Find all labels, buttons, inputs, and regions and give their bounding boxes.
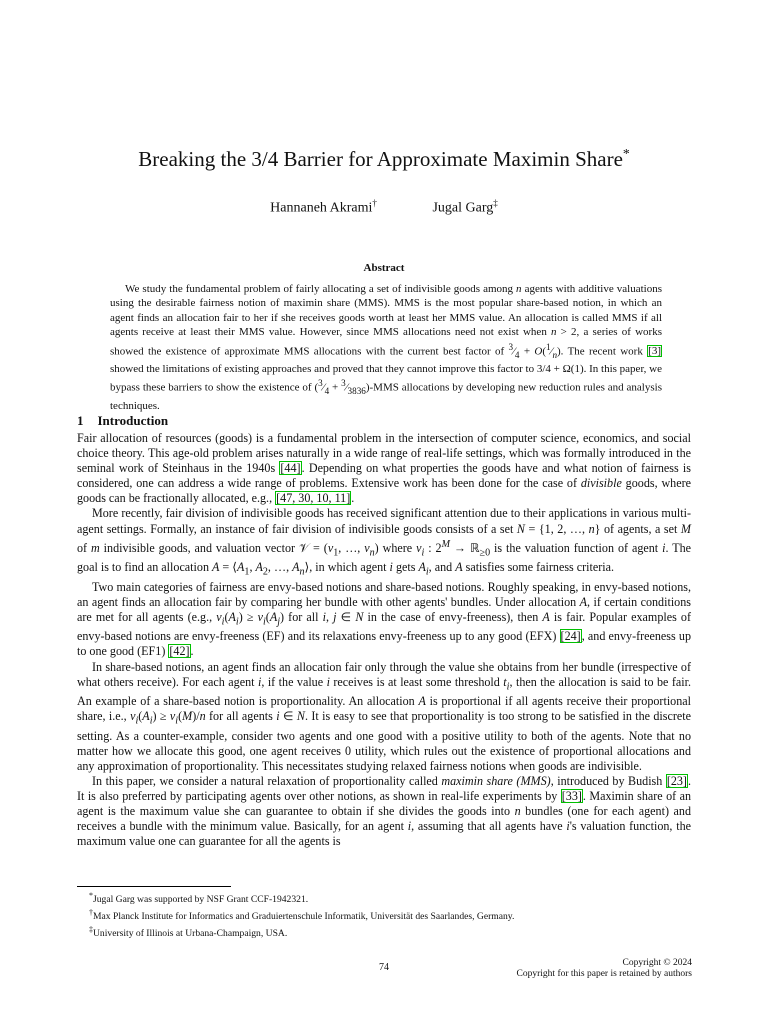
section-title: Introduction	[97, 413, 169, 428]
citation-link[interactable]: [44]	[280, 461, 301, 476]
title-text: Breaking the 3/4 Barrier for Approximate Maximin Share	[138, 147, 623, 171]
intro-paragraph-5: In this paper, we consider a natural relaxation of proportionality called maximin share (MMS), introduced by Budish [23]. It is also preferred by participating agents over other notions, as shown in real-life experiments by [33]. Maximin share of an agent is the maximum value she can guarantee to obtain if she divides the goods into n bundles (one for each agent) and receives a bundle with the minimum value. Basically, for an agent i, assuming that all agents have i's valuation function, the maximum value one can guarantee for all the agents is	[77, 774, 691, 849]
intro-paragraph-3: Two main categories of fairness are envy-based notions and share-based notions. Roughly speaking, in envy-based notions, an agent finds an allocation fair by comparing her bundle with other agents' bundles. Under allocation A, if certain conditions are met for all agents (e.g., $v_i(A_i) \ge v_i(A_j)$ for all i, j ∈ N in the case of envy-freeness), then A is fair. Popular examples of envy-based notions are envy-freeness (EF) and its relaxations envy-freeness up to any good (EFX) [24], and envy-freeness up to one good (EF1) [42].	[77, 579, 691, 659]
paper-title	[0, 146, 768, 172]
copyright-notice	[517, 958, 692, 980]
footnote-1-text: Jugal Garg was supported by NSF Grant CCF-1942321.	[93, 894, 309, 906]
author-1	[270, 198, 377, 217]
footnote-2-text: Max Planck Institute for Informatics and Graduiertenschule Informatik, Universität des Saarlandes, Germany.	[93, 911, 515, 923]
title-footnote-mark: *	[622, 146, 630, 161]
footnote-2-mark: †	[89, 908, 93, 918]
footnote-1-mark: *	[89, 891, 93, 900]
section-heading-introduction	[77, 413, 168, 429]
intro-paragraph-2: More recently, fair division of indivisible goods has received significant attention due to their applications in various multi-agent settings. Formally, an instance of fair division of indivisible goods consists of a set N = {1, 2, …, n} of agents, a set M of m indivisible goods, and valuation vector 𝒱 = ($v_1$, …, $v_n$) where $v_i$ : $2^M$ → ℝ$_{\ge 0}$ is the valuation function of agent i. The goal is to find an allocation $A = ⟨A_1$, $A_2$, …, $A_n⟩$, in which agent i gets $A_i$, and A satisfies some fairness criteria.	[77, 506, 691, 578]
citation-link[interactable]: [42]	[169, 644, 190, 659]
citation-link[interactable]: [33]	[561, 789, 582, 804]
footnotes	[77, 889, 691, 941]
footnote-3	[77, 923, 691, 940]
citation-link[interactable]: [24]	[560, 629, 581, 644]
abstract-heading: Abstract	[363, 262, 405, 274]
section-number: 1	[77, 413, 84, 428]
copyright-line-2: Copyright for this paper is retained by authors	[516, 969, 692, 979]
copyright-line-1: Copyright © 2024	[622, 958, 692, 968]
footnote-2	[77, 906, 691, 923]
author-2-name: Jugal Garg	[432, 200, 494, 216]
footnote-1	[77, 889, 691, 906]
intro-paragraph-1: Fair allocation of resources (goods) is a fundamental problem in the intersection of computer science, economics, and social choice theory. This age-old problem arises naturally in a wide range of real-life settings, which was formally introduced in the seminal work of Steinhaus in the 1940s [44]. Depending on what properties the goods have and what notion of fairness is considered, one can address a wide range of problems. Extensive work has been done for the case of divisible goods, where goods can be fractionally allocated, e.g., [47, 30, 10, 11].	[77, 431, 691, 506]
footnote-divider	[77, 886, 231, 887]
footnote-3-mark: ‡	[89, 925, 93, 935]
citation-link[interactable]: [47, 30, 10, 11]	[276, 491, 351, 506]
author-list	[0, 198, 768, 217]
abstract-text	[110, 282, 662, 413]
author-1-name: Hannaneh Akrami	[270, 200, 373, 216]
author-2	[432, 198, 497, 217]
citation-link[interactable]: [3]	[648, 345, 661, 358]
intro-paragraph-4: In share-based notions, an agent finds an allocation fair only through the value she obtains from her bundle (irrespective of what others receive). For each agent i, if the value i receives is at least some threshold $t_i$, then the allocation is said to be fair. An example of a share-based notion is proportionality. An allocation A is proportional if all agents receive their proportional share, i.e., $v_i(A_i) \ge v_i(M)/n$ for all agents i ∈ N. It is easy to see that proportionality is too strong to be satisfied in the discrete setting. As a counter-example, consider two agents and one good with a positive utility to both of the agents. Note that no matter how we allocate this good, one agent receives 0 utility, which rules out the existence of proportional allocations and any approximation of proportionality. This necessitates studying relaxed fairness notions when goods are indivisible.	[77, 659, 692, 773]
author-1-mark: †	[372, 198, 377, 208]
citation-link[interactable]: [23]	[666, 774, 687, 789]
page-number: 74	[379, 962, 389, 973]
footnote-3-text: University of Illinois at Urbana-Champaign, USA.	[93, 928, 288, 940]
introduction-body	[77, 431, 691, 850]
author-2-mark: ‡	[493, 198, 498, 208]
abstract-paragraph: We study the fundamental problem of fairly allocating a set of indivisible goods among n agents with additive valuations using the desirable fairness notion of maximin share (MMS). MMS is the most popular share-based notion, in which an agent finds an allocation fair to her if she receives goods worth at least her MMS value. An allocation is called MMS if all agents receive at least their MMS value. However, since MMS allocations need not exist when n > 2, a series of works showed the existence of approximate MMS allocations with the current best factor of $^3⁄_4$ + $O(^1⁄_n)$. The recent work [3] showed the limitations of existing approaches and proved that they cannot improve this factor to 3/4 + Ω(1). In this paper, we bypass these barriers to show the existence of ($^3⁄_4$ + $^3⁄_{3836}$)-MMS allocations by developing new reduction rules and analysis techniques.	[110, 283, 662, 412]
